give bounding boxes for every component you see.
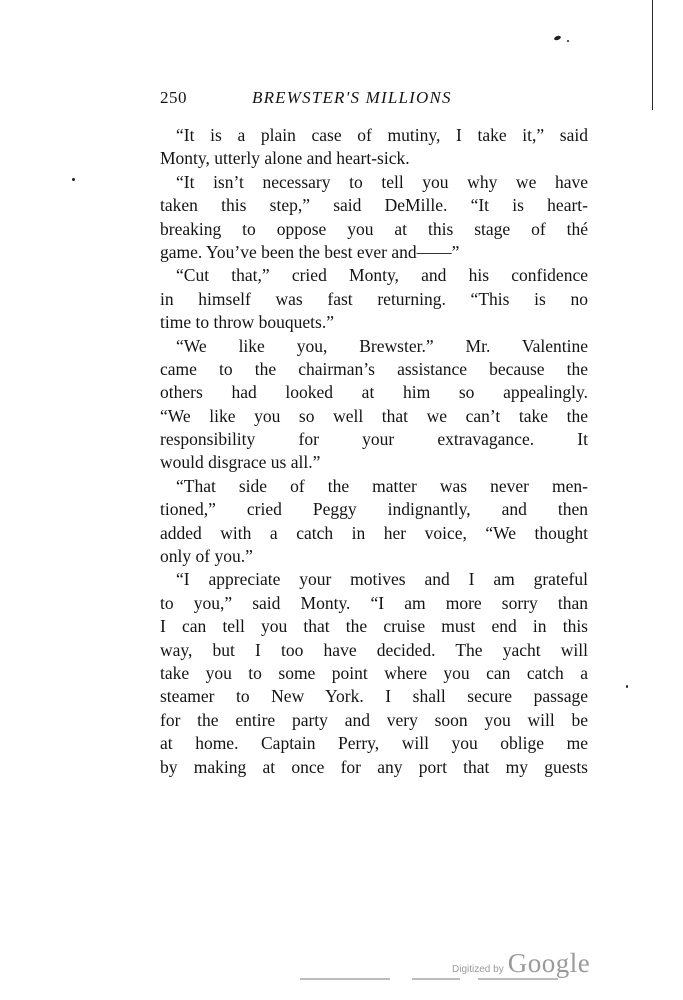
- text-line: in himself was fast returning. “This is no: [160, 288, 588, 309]
- text-line: “Cut that,” cried Monty, and his confidence: [176, 265, 588, 286]
- text-line: added with a catch in her voice, “We thought: [160, 522, 588, 543]
- page-number: 250: [160, 88, 187, 107]
- text-line: only of you.”: [160, 546, 253, 567]
- ink-speck: [567, 40, 569, 42]
- text-line: breaking to oppose you at this stage of thé: [160, 218, 588, 239]
- text-line: way, but I too have decided. The yacht will: [160, 639, 588, 660]
- text-line: I can tell you that the cruise must end in this: [160, 616, 588, 637]
- text-line: at home. Captain Perry, will you oblige me: [160, 733, 588, 754]
- text-line: game. You’ve been the best ever and——”: [160, 241, 460, 262]
- scan-smudge: [478, 978, 558, 980]
- text-line: responsibility for your extravagance. It: [160, 429, 588, 450]
- text-line: would disgrace us all.”: [160, 452, 321, 473]
- scan-smudge: [412, 978, 460, 980]
- text-line: for the entire party and very soon you will be: [160, 709, 588, 730]
- text-line: to you,” said Monty. “I am more sorry than: [160, 592, 588, 613]
- text-line: “It isn’t necessary to tell you why we have: [176, 171, 588, 192]
- text-line: “We like you so well that we can’t take the: [160, 405, 588, 426]
- text-line: taken this step,” said DeMille. “It is heart-: [160, 195, 588, 216]
- ink-speck: [72, 178, 75, 181]
- scan-smudge: [300, 978, 390, 980]
- page-header: [160, 88, 620, 112]
- text-line: “It is a plain case of mutiny, I take it,” said: [176, 125, 588, 145]
- watermark-brand: Google: [507, 948, 591, 978]
- running-title: BREWSTER'S MILLIONS: [252, 88, 452, 107]
- text-line: steamer to New York. I shall secure passage: [160, 686, 588, 707]
- text-line: take you to some point where you can catch a: [160, 662, 588, 683]
- ink-speck: [626, 685, 628, 688]
- text-line: by making at once for any port that my guests: [160, 756, 588, 777]
- text-line: “I appreciate your motives and I am grateful: [176, 569, 588, 590]
- body-text: [160, 124, 588, 779]
- watermark-prefix: Digitized by: [452, 964, 504, 975]
- text-line: came to the chairman’s assistance because the: [160, 358, 588, 379]
- digitized-watermark: [452, 948, 590, 982]
- ink-speck: [554, 35, 562, 41]
- text-line: time to throw bouquets.”: [160, 312, 335, 333]
- text-line: Monty, utterly alone and heart-sick.: [160, 148, 410, 169]
- page-edge-rule: [652, 0, 653, 110]
- text-line: “That side of the matter was never men-: [176, 475, 588, 496]
- text-line: others had looked at him so appealingly.: [160, 382, 588, 403]
- text-line: tioned,” cried Peggy indignantly, and then: [160, 499, 588, 520]
- text-line: “We like you, Brewster.” Mr. Valentine: [176, 335, 588, 356]
